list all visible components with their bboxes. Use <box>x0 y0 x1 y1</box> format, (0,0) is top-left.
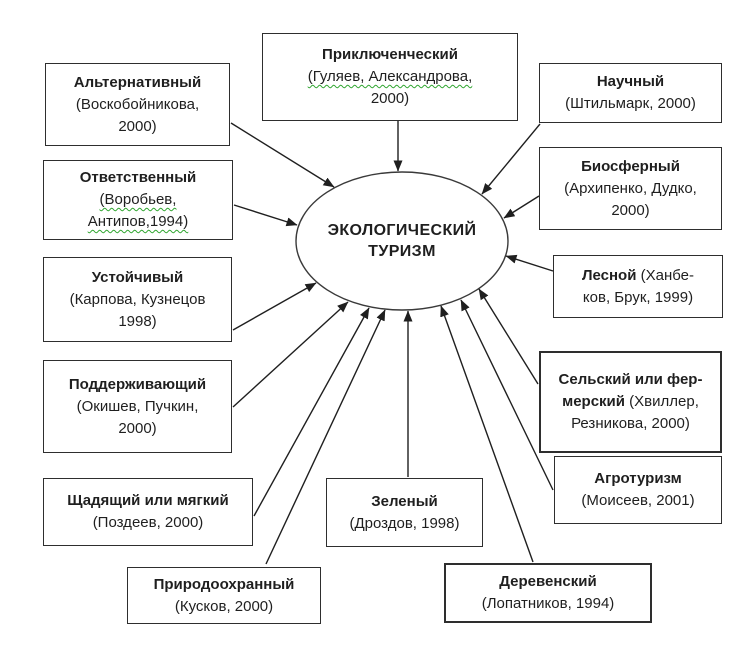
box-citation-line: Антипов,1994) <box>87 213 189 230</box>
box-title: Агротуризм <box>594 470 682 487</box>
central-ellipse-label <box>296 173 508 309</box>
box-citation-line: ков, Брук, 1999) <box>582 288 694 306</box>
box-citation-line: Резникова, 2000) <box>571 415 690 432</box>
box-citation-line: 2000) <box>118 117 157 135</box>
box-agroturizm <box>554 456 722 524</box>
box-podderzhivayushchij <box>43 360 232 453</box>
box-biosfernyj <box>539 147 722 230</box>
arrow-otvetstvennyj <box>234 205 297 225</box>
box-title: Научный <box>596 73 665 90</box>
box-citation-line: (Поздеев, 2000) <box>92 514 204 531</box>
box-citation-line: (Архипенко, Дудко, <box>564 179 697 197</box>
box-title: Устойчивый <box>91 268 184 286</box>
box-derevenskij <box>444 563 652 623</box>
box-citation-line: (Штильмарк, 2000) <box>565 95 696 112</box>
box-citation-line: (Лопатников, 1994) <box>481 595 615 612</box>
box-title: мерский (Хвиллер, <box>562 393 699 410</box>
box-alternativnyj <box>45 63 230 146</box>
box-citation-line: (Карпова, Кузнецов <box>69 290 206 308</box>
box-title: Сельский или фер- <box>558 371 703 388</box>
box-title: Приключенческий <box>322 46 458 63</box>
box-nauchnyj <box>539 63 722 123</box>
box-title: Альтернативный <box>73 73 202 91</box>
arrow-biosfernyj <box>504 196 539 218</box>
box-otvetstvennyj <box>43 160 233 240</box>
box-lesnoj <box>553 255 723 318</box>
box-citation-line: (Окишев, Пучкин, <box>76 397 199 415</box>
box-citation-line: 2000) <box>370 90 410 107</box>
box-citation-line: (Гуляев, Александрова, <box>307 68 473 85</box>
box-priklyuchencheskij <box>262 33 518 121</box>
box-citation-line: (Дроздов, 1998) <box>349 514 460 532</box>
box-title: Поддерживающий <box>68 375 207 393</box>
box-title: Биосферный <box>581 157 680 175</box>
box-citation-line: 2000) <box>118 419 157 437</box>
box-title: Щадящий или мягкий <box>67 492 229 509</box>
arrow-lesnoj <box>506 256 553 271</box>
box-ustojchivyj <box>43 257 232 342</box>
box-citation-line: (Воробьев, <box>99 191 177 208</box>
box-title: Лесной (Ханбе- <box>581 266 695 284</box>
box-title: Деревенский <box>499 573 597 590</box>
box-title: Ответственный <box>79 169 197 186</box>
box-title: Зеленый <box>371 492 438 510</box>
box-prirodoohrannyj <box>127 567 321 624</box>
box-citation-line: (Моисеев, 2001) <box>581 492 695 509</box>
box-citation-line: (Кусков, 2000) <box>174 597 274 615</box>
box-citation-line: 2000) <box>611 201 650 219</box>
central-label-line: ТУРИЗМ <box>368 243 436 260</box>
arrow-podderzhivayushchij <box>233 302 348 407</box>
box-title: Природоохранный <box>153 575 295 593</box>
box-zelenyj <box>326 478 483 547</box>
central-label-line: ЭКОЛОГИЧЕСКИЙ <box>327 222 477 239</box>
box-shchadyashchij <box>43 478 253 546</box>
box-selskij <box>539 351 722 453</box>
box-citation-line: 1998) <box>118 312 157 330</box>
box-citation-line: (Воскобойникова, <box>75 95 200 113</box>
